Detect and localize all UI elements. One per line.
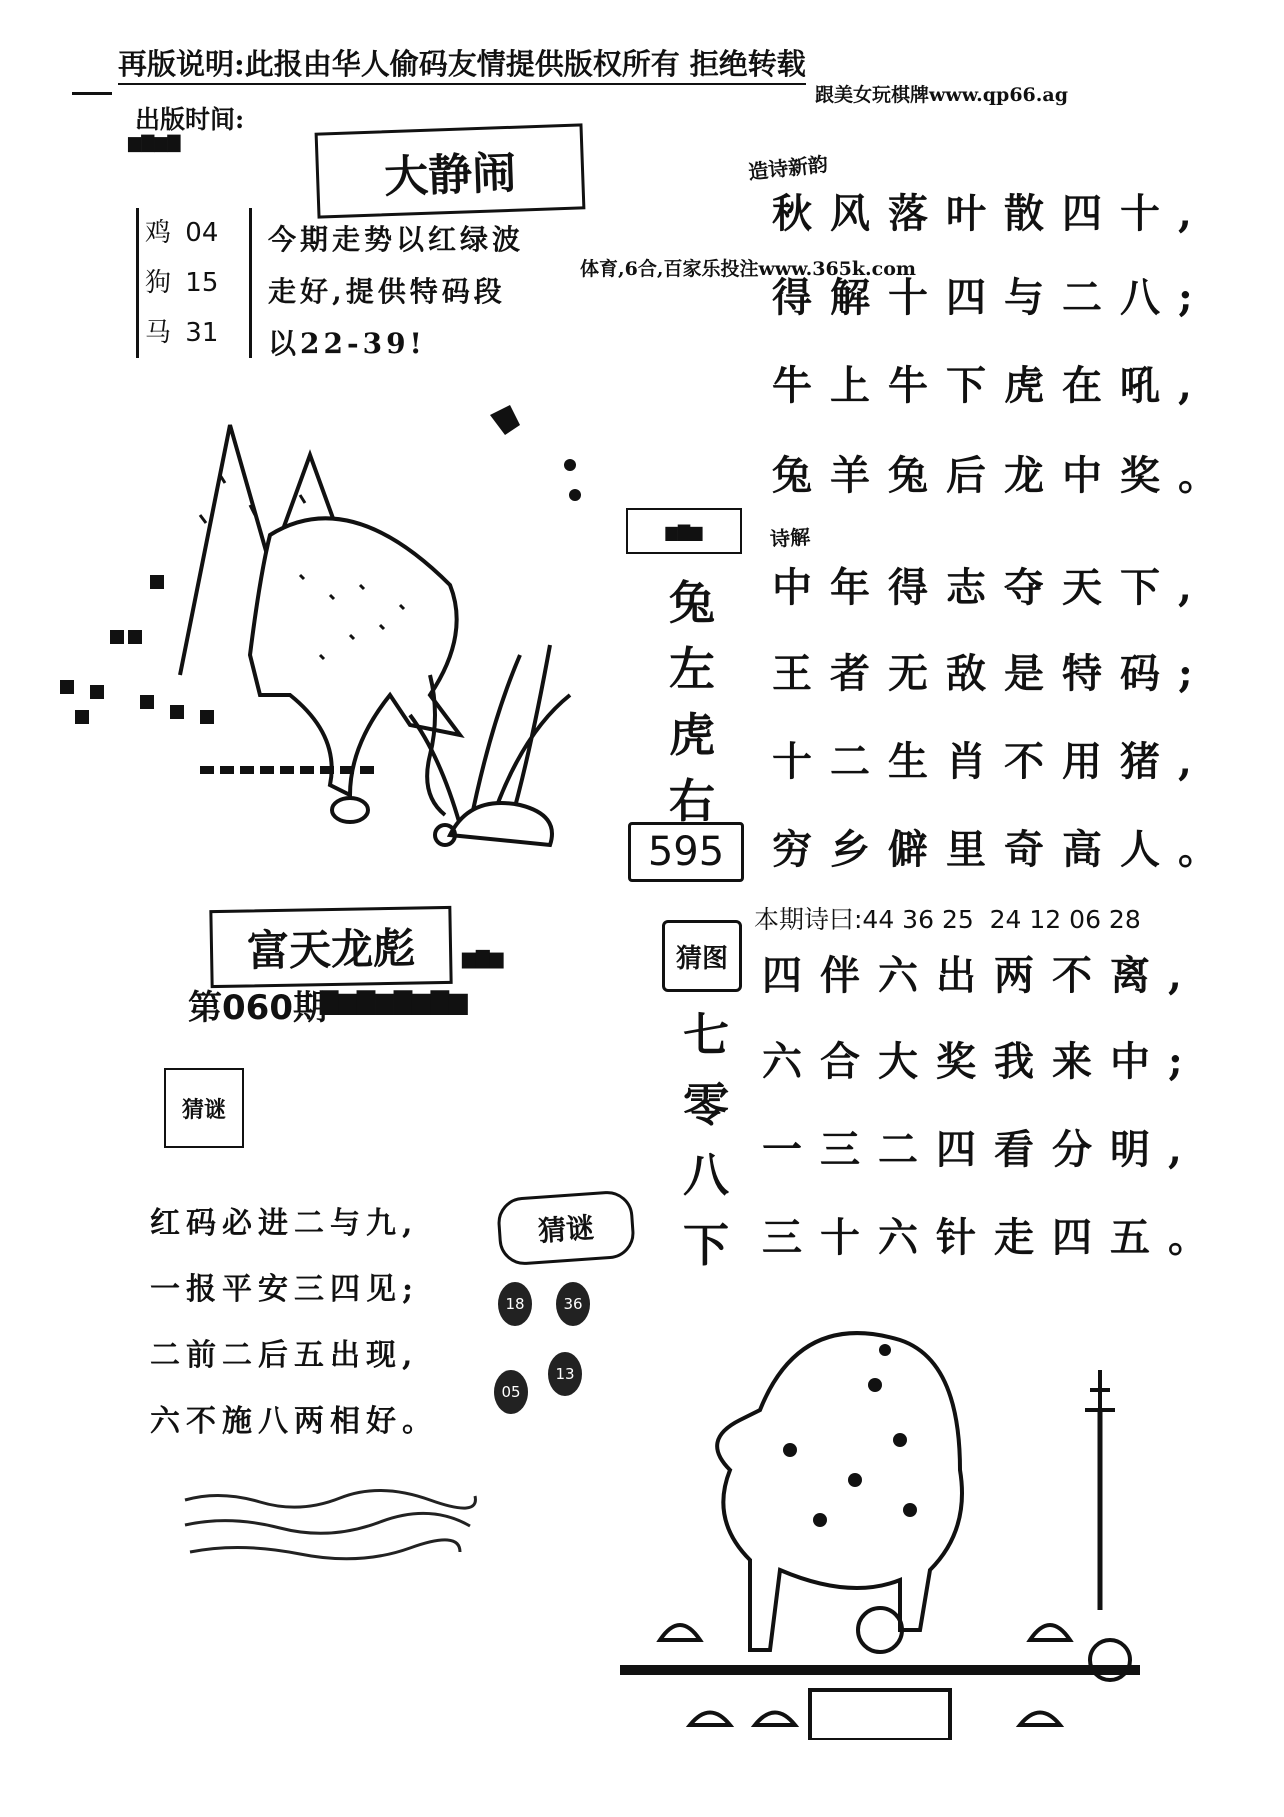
poem2-line: 十二生肖不用猪, (772, 738, 1210, 785)
center-scribble-stamp: ▆▇▆ (626, 508, 742, 554)
vertical-phrase (662, 570, 722, 834)
number-circle: 05 (494, 1370, 528, 1414)
poem3-line: 六合大奖我来中; (762, 1038, 1201, 1085)
center-tag2-text: 猜图 (675, 943, 728, 974)
poem1-line: 秋风落叶散四十, (772, 190, 1210, 237)
center-tag2 (662, 920, 742, 992)
vertical-char: 下 (683, 1218, 729, 1272)
header-statement: 再版说明:此报由华人偷码友情提供版权所有 拒绝转载 (118, 42, 806, 85)
poem1-tag: 造诗新韵 (747, 151, 830, 185)
poem4-line: 一报平安三四见; (150, 1272, 420, 1307)
poem3-header: 本期诗曰:44 36 25 24 12 06 28 (754, 905, 1141, 934)
poem3-line: 四伴六出两不离, (762, 952, 1200, 999)
scribble-icon (180, 1480, 480, 1570)
handwritten-note-icon (180, 1480, 480, 1570)
poem4-line: 二前二后五出现, (150, 1338, 419, 1373)
zodiac-number: 15 (185, 268, 219, 298)
poem3-line: 一三二四看分明, (762, 1126, 1200, 1173)
zodiac-number: 04 (185, 218, 219, 248)
poem2-tag: 诗解 (769, 524, 811, 552)
zodiac-number: 31 (185, 318, 219, 348)
wolf-mountain-illustration-icon (50, 395, 610, 865)
trend-text-1: 今期走势以红绿波 (268, 223, 525, 256)
vertical-char: 左 (669, 642, 715, 696)
issue-number: 第060期 (188, 988, 327, 1028)
poem4-tag-text: 猜谜 (181, 1096, 226, 1123)
poem4-line: 红码必进二与九, (150, 1206, 419, 1241)
number-box-595 (628, 822, 744, 882)
publish-time: 出版时间: (135, 105, 245, 134)
vertical-char: 七 (683, 1008, 729, 1062)
zodiac-row (139, 208, 249, 258)
poem2-line: 穷乡僻里奇高人。 (772, 826, 1236, 873)
vertical-char: 八 (683, 1148, 729, 1202)
poem2-line: 中年得志夺天下, (772, 564, 1210, 611)
left-top-scribble: ▆▇▆▇ (128, 133, 181, 153)
zodiac-animal: 鸡 (145, 218, 172, 248)
issue-scribble: ▇▆▇▆▇▆▇▆ (320, 986, 468, 1015)
issue-title-stamp (209, 906, 452, 988)
poem3-line: 三十六针走四五。 (762, 1214, 1226, 1261)
vertical-phrase-2 (676, 1000, 736, 1280)
poem2-line: 王者无敌是特码; (772, 650, 1211, 697)
left-top-label (128, 132, 180, 154)
zodiac-row (139, 308, 249, 358)
poem1-line: 兔羊兔后龙中奖。 (772, 452, 1236, 499)
zodiac-animal: 马 (145, 318, 172, 348)
trend-text-3: 以22-39! (268, 327, 426, 360)
watermark-qp66: 跟美女玩棋牌www.qp66.ag (815, 84, 1068, 106)
riddle-badge-text: 猜谜 (537, 1211, 596, 1248)
vertical-char: 兔 (669, 576, 715, 630)
poem1-line: 牛上牛下虎在吼, (772, 362, 1210, 409)
number-circle: 13 (548, 1352, 582, 1396)
zodiac-table (136, 208, 252, 358)
pig-ingot-illustration-icon (600, 1270, 1160, 1740)
vertical-char: 右 (669, 774, 715, 828)
poem4-tag (164, 1068, 244, 1148)
number-circle: 36 (556, 1282, 590, 1326)
issue-title-text: 富天龙彪 (246, 923, 416, 976)
riddle-badge (496, 1189, 636, 1266)
zodiac-animal: 狗 (145, 268, 172, 298)
vertical-char: 零 (683, 1078, 729, 1132)
trend-text-2: 走好,提供特码段 (268, 275, 506, 308)
header-underline-left (72, 92, 112, 95)
poem1-line: 得解十四与二八; (772, 274, 1211, 321)
tag-stamp-dajingnao (315, 123, 586, 218)
vertical-char: 虎 (669, 708, 715, 762)
number-box-text: 595 (647, 829, 725, 875)
watermark-365k: 体育,6合,百家乐投注www.365k.com (580, 254, 916, 281)
poem4-line: 六不施八两相好。 (150, 1404, 438, 1439)
tag-stamp-text: 大静闹 (383, 147, 518, 204)
zodiac-row (139, 258, 249, 308)
number-circle: 18 (498, 1282, 532, 1326)
issue-note: ▆▇▆ (462, 948, 504, 969)
